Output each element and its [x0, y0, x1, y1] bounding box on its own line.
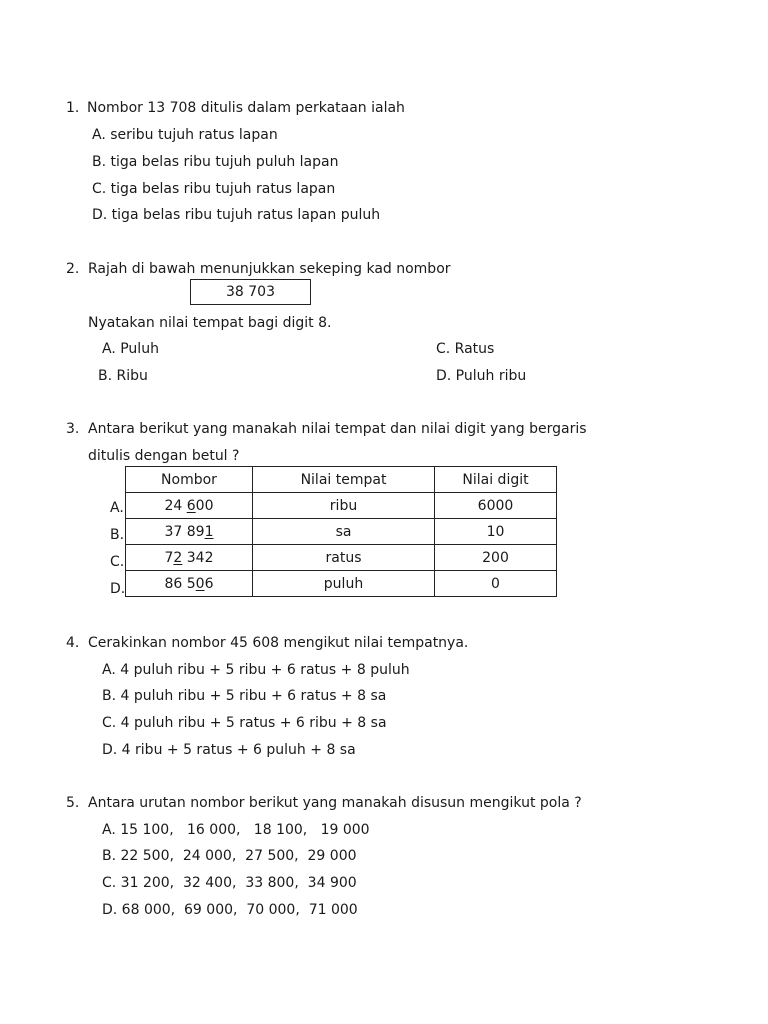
- table-row: [126, 493, 557, 519]
- q5-option-b: B. 22 500, 24 000, 27 500, 29 000: [102, 848, 357, 864]
- value-cell: 10: [435, 519, 557, 545]
- q2-stem: Rajah di bawah menunjukkan sekeping kad nombor: [88, 261, 451, 277]
- q3-row-label-a: A.: [110, 500, 124, 516]
- q2-number: 2.: [66, 261, 80, 277]
- q3-stem-line2: ditulis dengan betul ?: [88, 448, 240, 464]
- q3-row-label-b: B.: [110, 527, 125, 543]
- q4-stem: Cerakinkan nombor 45 608 mengikut nilai tempatnya.: [88, 635, 469, 651]
- q5-stem: Antara urutan nombor berikut yang manakah disusun mengikut pola ?: [88, 795, 582, 811]
- q1-option-a: A. seribu tujuh ratus lapan: [92, 127, 278, 143]
- value-cell: 200: [435, 545, 557, 571]
- q2-option-a: A. Puluh: [102, 341, 159, 357]
- q3-stem-line1: Antara berikut yang manakah nilai tempat dan nilai digit yang bergaris: [88, 421, 587, 437]
- q2-option-d: D. Puluh ribu: [436, 368, 527, 384]
- table-row: [126, 545, 557, 571]
- value-cell: 6000: [435, 493, 557, 519]
- underlined-digit: 0: [195, 575, 205, 592]
- q3-row-label-d: D.: [110, 581, 126, 597]
- value-cell: 0: [435, 571, 557, 597]
- q4-option-a: A. 4 puluh ribu + 5 ribu + 6 ratus + 8 puluh: [102, 662, 410, 678]
- q5-option-a: A. 15 100, 16 000, 18 100, 19 000: [102, 822, 370, 838]
- place-cell: ratus: [253, 545, 435, 571]
- number-card: 38 703: [190, 279, 311, 305]
- q1-stem: Nombor 13 708 ditulis dalam perkataan ialah: [87, 100, 405, 116]
- number-cell: 37 891: [126, 519, 253, 545]
- q2-instruction: Nyatakan nilai tempat bagi digit 8.: [88, 315, 332, 331]
- q2-option-c: C. Ratus: [436, 341, 495, 357]
- number-cell: 86 506: [126, 571, 253, 597]
- q4-option-c: C. 4 puluh ribu + 5 ratus + 6 ribu + 8 sa: [102, 715, 387, 731]
- header-nombor: Nombor: [126, 467, 253, 493]
- q5-option-c: C. 31 200, 32 400, 33 800, 34 900: [102, 875, 357, 891]
- q3-number: 3.: [66, 421, 80, 437]
- place-cell: sa: [253, 519, 435, 545]
- header-nilai-digit: Nilai digit: [435, 467, 557, 493]
- q1-option-b: B. tiga belas ribu tujuh puluh lapan: [92, 154, 339, 170]
- number-cell: 72 342: [126, 545, 253, 571]
- underlined-digit: 1: [204, 523, 214, 540]
- underlined-digit: 2: [173, 549, 183, 566]
- q1-option-d: D. tiga belas ribu tujuh ratus lapan puluh: [92, 207, 381, 223]
- q3-row-label-c: C.: [110, 554, 125, 570]
- q4-number: 4.: [66, 635, 80, 651]
- q4-option-b: B. 4 puluh ribu + 5 ribu + 6 ratus + 8 sa: [102, 688, 387, 704]
- header-nilai-tempat: Nilai tempat: [253, 467, 435, 493]
- underlined-digit: 6: [186, 497, 196, 514]
- table-header-row: [126, 467, 557, 493]
- place-value-table: [125, 466, 557, 597]
- q2-option-b: B. Ribu: [98, 368, 148, 384]
- table-row: [126, 571, 557, 597]
- q5-number: 5.: [66, 795, 80, 811]
- q4-option-d: D. 4 ribu + 5 ratus + 6 puluh + 8 sa: [102, 742, 356, 758]
- place-cell: puluh: [253, 571, 435, 597]
- table-row: [126, 519, 557, 545]
- q1-number: 1.: [66, 100, 80, 116]
- place-cell: ribu: [253, 493, 435, 519]
- number-cell: 24 600: [126, 493, 253, 519]
- q1-option-c: C. tiga belas ribu tujuh ratus lapan: [92, 181, 336, 197]
- q5-option-d: D. 68 000, 69 000, 70 000, 71 000: [102, 902, 358, 918]
